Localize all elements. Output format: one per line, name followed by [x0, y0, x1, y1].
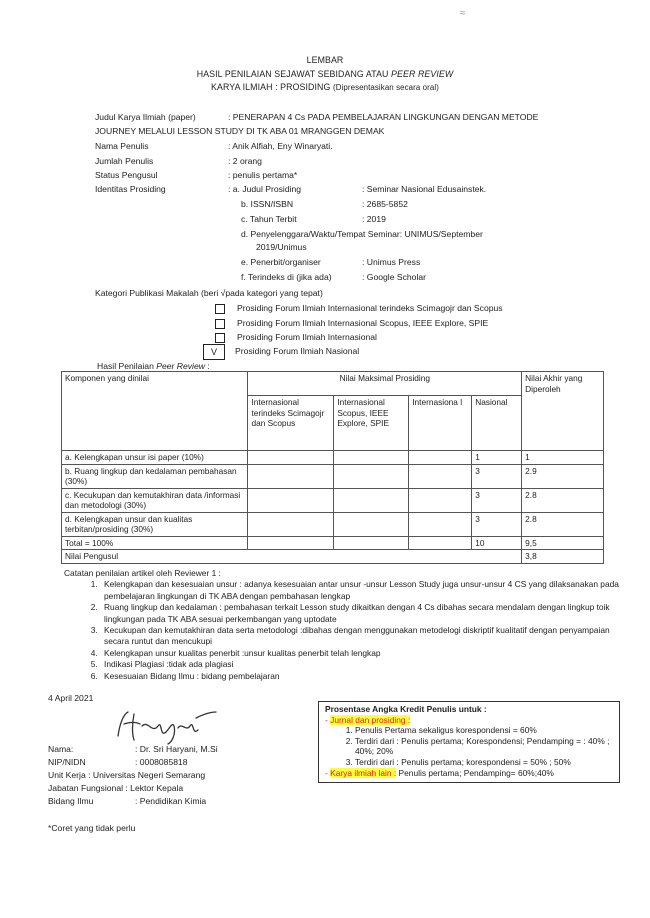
- nama-label: Nama:: [48, 744, 74, 754]
- hasil-penilaian-label: Hasil Penilaian Peer Review :: [97, 361, 210, 371]
- nip-label: NIP/NIDN: [48, 757, 86, 767]
- credit-jurnal-row: - Jurnal dan prosiding :: [325, 714, 411, 725]
- table-row: Nilai Pengusul 3,8: [62, 550, 604, 564]
- sign-date: 4 April 2021: [48, 693, 94, 703]
- header-nilai-maksimal: Nilai Maksimal Prosiding: [248, 372, 522, 396]
- table-row: d. Kelengkapan unsur dan kualitas terbitan/prosiding (30%) 3 2.8: [62, 512, 604, 536]
- identitas-d-line1: d. Penyelenggara/Waktu/Tempat Seminar: UNIMUS/September: [241, 229, 483, 239]
- identitas-a-label: : a. Judul Prosiding: [228, 184, 302, 194]
- judul-value: : PENERAPAN 4 Cs PADA PEMBELAJARAN LINGKUNGAN DENGAN METODE: [228, 112, 539, 122]
- nama-value: : Dr. Sri Haryani, M.Si: [135, 744, 218, 754]
- identitas-f-label: f. Terindeks di (jika ada): [241, 272, 332, 282]
- kategori-option-3: Prosiding Forum Ilmiah Internasional: [215, 332, 377, 343]
- judul-label: Judul Karya Ilmiah (paper): [95, 112, 196, 122]
- header-intl-scopus: Internasional Scopus, IEEE Explore, SPIE: [334, 396, 409, 451]
- identitas-label: Identitas Prosiding: [95, 184, 166, 194]
- identitas-e-label: e. Penerbit/organiser: [241, 257, 321, 267]
- header-intl: Internasiona l: [409, 396, 472, 451]
- doc-title-line2: HASIL PENILAIAN SEJAWAT SEBIDANG ATAU PEER REVIEW: [196, 69, 454, 79]
- identitas-b-label: b. ISSN/ISBN: [241, 199, 294, 209]
- penulis-label: Nama Penulis: [95, 141, 149, 151]
- note-item: 6. Kesesuaian Bidang Ilmu : bidang pembelajaran: [100, 671, 624, 682]
- credit-item: 3. Terdiri dari : Penulis pertama; korespondensi = 50% ; 50%: [355, 757, 613, 768]
- note-item: 3. Kecukupan dan kemutakhiran data serta metodologi :dibahas dengan menggunakan metodelogi diskriptif kualitatif dengan penyampaian secara runtut dan mencukupi: [100, 625, 624, 648]
- jabatan-fungsional: Jabatan Fungsional : Lektor Kepala: [48, 783, 184, 793]
- jumlah-value: : 2 orang: [228, 156, 262, 166]
- bidang-value: : Pendidikan Kimia: [135, 796, 207, 806]
- identitas-b-value: : 2685-5852: [362, 199, 408, 209]
- note-item: 2. Ruang lingkup dan kedalaman : pembahasan terkait Lesson study dikaitkan dengan 4 Cs dibahas secara mendalam dengan lingkup toik lingkungan pada TK ABA sesuai perkembangan yang uptodate: [100, 602, 624, 625]
- kategori-option-2: Prosiding Forum Ilmiah Internasional Scopus, IEEE Explore, SPIE: [215, 318, 488, 329]
- table-row: c. Kecukupan dan kemutakhiran data /informasi dan metodologi (30%) 3 2.8: [62, 488, 604, 512]
- note-item: 4. Kelengkapan unsur kualitas penerbit :unsur kualitas penerbit telah lengkap: [100, 648, 624, 659]
- corner-mark: ≈: [460, 8, 466, 19]
- checkbox-empty: [215, 304, 225, 314]
- table-row: b. Ruang lingkup dan kedalaman pembahasan (30%) 3 2.9: [62, 464, 604, 488]
- credit-title: Prosentase Angka Kredit Penulis untuk :: [325, 704, 487, 714]
- notes-title: Catatan penilaian artikel oleh Reviewer 1 :: [64, 568, 221, 578]
- credit-item: 1. Penulis Pertama sekaligus korespondensi = 60%: [355, 725, 613, 736]
- nilai-table: [61, 371, 604, 564]
- header-komponen: Komponen yang dinilai: [62, 372, 248, 451]
- doc-title-line1: LEMBAR: [306, 55, 344, 65]
- bidang-label: Bidang Ilmu: [48, 796, 94, 806]
- identitas-a-value: : Seminar Nasional Edusainstek.: [362, 184, 487, 194]
- header-nilai-akhir: Nilai Akhir yang Diperoleh: [522, 372, 604, 451]
- identitas-c-label: c. Tahun Terbit: [241, 214, 297, 224]
- kategori-option-1: Prosiding Forum Ilmiah Internasional terindeks Scimagojr dan Scopus: [215, 303, 503, 314]
- checkbox-checked: V: [203, 344, 225, 360]
- checkbox-empty: [215, 333, 225, 343]
- reviewer-notes: [64, 568, 624, 682]
- kategori-option-4: Prosiding Forum Ilmiah Nasional: [235, 346, 360, 356]
- kategori-label: Kategori Publikasi Makalah (beri √pada kategori yang tepat): [95, 288, 323, 298]
- penulis-value: : Anik Alfiah, Eny Winaryati.: [228, 141, 333, 151]
- jumlah-label: Jumlah Penulis: [95, 156, 154, 166]
- status-label: Status Pengusul: [95, 170, 158, 180]
- identitas-d-line2: 2019/Unimus: [256, 242, 307, 252]
- identitas-f-value: : Google Scholar: [362, 272, 427, 282]
- identitas-e-value: : Unimus Press: [362, 257, 421, 267]
- identitas-c-value: : 2019: [362, 214, 386, 224]
- nip-value: : 0008085818: [135, 757, 188, 767]
- table-row: Total = 100% 10 9,5: [62, 536, 604, 550]
- credit-item: 2. Terdiri dari : Penulis pertama; Korespondensi; Pendamping = : 40% ; 40%; 20%: [355, 736, 613, 757]
- credit-percentage-box: [318, 701, 620, 783]
- note-item: 1. Kelengkapan dan kesesuaian unsur : adanya kesesuaian antar unsur -unsur Lesson Study juga unsur-unsur 4 CS yang dilaksanakan pada pembelajaran lingkungan di TK ABA dengan pembahasan lengkap: [100, 579, 624, 602]
- status-value: : penulis pertama*: [228, 170, 298, 180]
- header-nasional: Nasional: [472, 396, 522, 451]
- header-intl-scimagojr: Internasional terindeks Scimagojr dan Scopus: [248, 396, 334, 451]
- note-item: 5. Indikasi Plagiasi :tidak ada plagiasi: [100, 659, 624, 670]
- credit-karya-row: - Karya ilmiah lain : Penulis pertama; Pendamping= 60%;40%: [325, 767, 554, 778]
- judul-value-cont: JOURNEY MELALUI LESSON STUDY DI TK ABA 01 MRANGGEN DEMAK: [95, 126, 385, 136]
- table-row: a. Kelengkapan unsur isi paper (10%) 1 1: [62, 451, 604, 465]
- footnote: *Coret yang tidak perlu: [48, 823, 136, 833]
- signature-icon: [112, 706, 222, 746]
- doc-title-line3: KARYA ILMIAH : PROSIDING (Dipresentasikan secara oral): [211, 82, 439, 92]
- checkbox-empty: [215, 319, 225, 329]
- unit-kerja: Unit Kerja : Universitas Negeri Semarang: [48, 770, 206, 780]
